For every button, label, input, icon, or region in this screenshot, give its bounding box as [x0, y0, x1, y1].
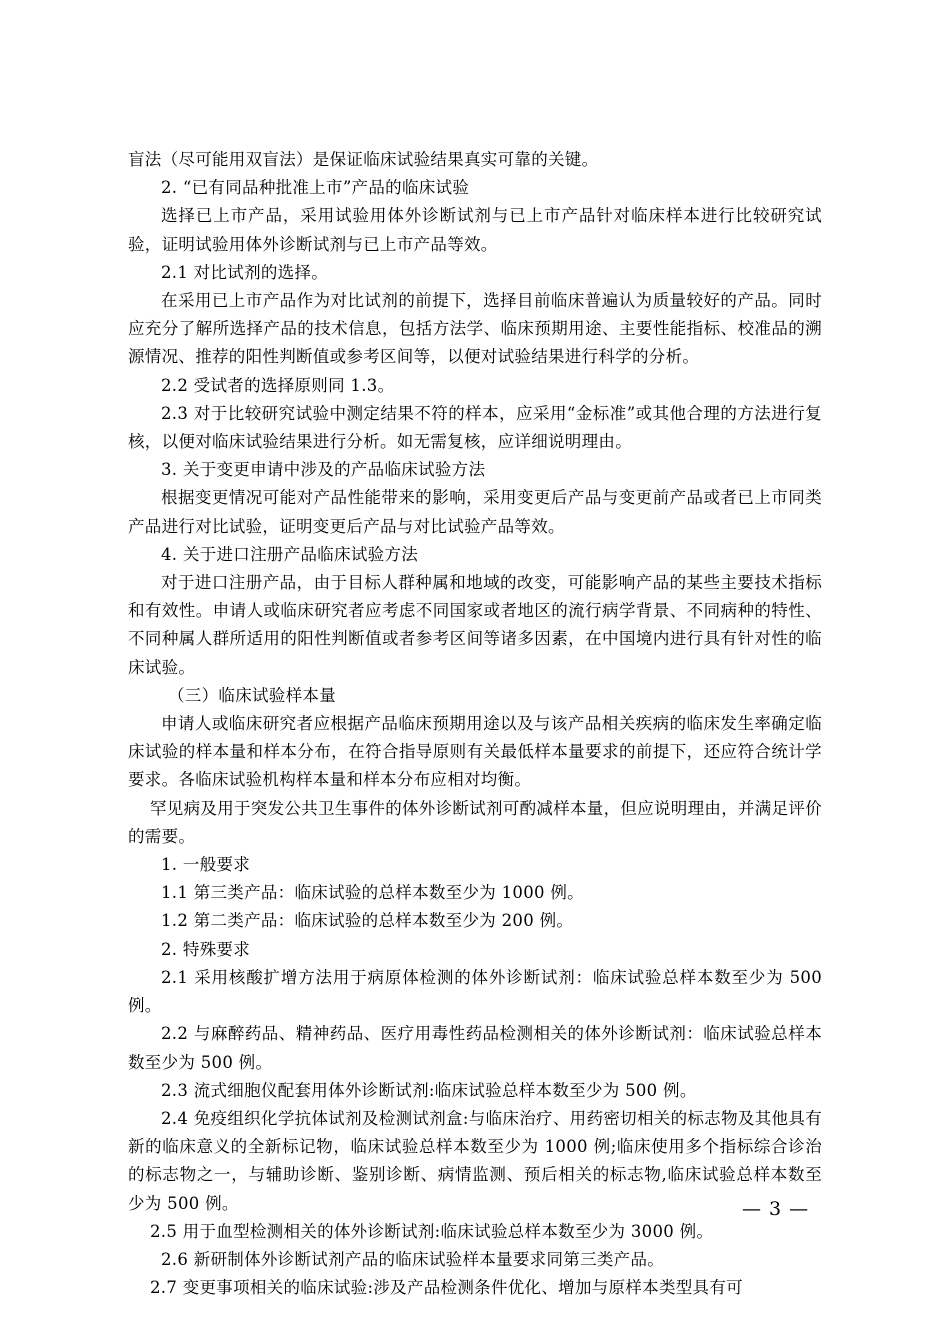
list-item: 2.5 用于血型检测相关的体外诊断试剂:临床试验总样本数至少为 3000 例。	[150, 1221, 714, 1241]
paragraph: 选择已上市产品，采用试验用体外诊断试剂与已上市产品针对临床样本进行比较研究试验，证明试验用体外诊断试剂与已上市产品等效。	[128, 206, 822, 254]
heading-change-application: 3. 关于变更申请中涉及的产品临床试验方法	[161, 460, 486, 480]
list-item: 1.2 第二类产品：临床试验的总样本数至少为 200 例。	[161, 911, 574, 931]
heading-import-registration: 4. 关于进口注册产品临床试验方法	[161, 544, 419, 564]
heading-special-requirements: 2. 特殊要求	[161, 939, 251, 959]
paragraph: 根据变更情况可能对产品性能带来的影响，采用变更后产品与变更前产品或者已上市同类产品进行对比试验，证明变更后产品与对比试验产品等效。	[128, 488, 822, 536]
document-body	[128, 146, 822, 1302]
paragraph: 2.3 对于比较研究试验中测定结果不符的样本，应采用“金标准”或其他合理的方法进行复核，以便对临床试验结果进行分析。如无需复核，应详细说明理由。	[128, 403, 822, 452]
list-item: 1.1 第三类产品：临床试验的总样本数至少为 1000 例。	[161, 883, 584, 903]
paragraph-continuation: 盲法（尽可能用双盲法）是保证临床试验结果真实可靠的关键。	[128, 150, 599, 169]
heading-approved-products: 2. “已有同品种批准上市”产品的临床试验	[161, 178, 470, 198]
paragraph: 对于进口注册产品，由于目标人群种属和地域的改变，可能影响产品的某些主要技术指标和有效性。申请人或临床研究者应考虑不同国家或者地区的流行病学背景、不同病种的特性、不同种属人群所适用的阳性判断值或者参考区间等诸多因素，在中国境内进行具有针对性的临床试验。	[128, 573, 822, 677]
paragraph: 罕见病及用于突发公共卫生事件的体外诊断试剂可酌减样本量，但应说明理由，并满足评价的需要。	[128, 798, 822, 846]
list-item: 2.7 变更事项相关的临床试验:涉及产品检测条件优化、增加与原样本类型具有可	[150, 1278, 743, 1298]
paragraph: 申请人或临床研究者应根据产品临床预期用途以及与该产品相关疾病的临床发生率确定临床试验的样本量和样本分布，在符合指导原则有关最低样本量要求的前提下，还应符合统计学要求。各临床试验机构样本量和样本分布应相对均衡。	[128, 714, 822, 790]
list-item: 2.2 与麻醉药品、精神药品、医疗用毒性药品检测相关的体外诊断试剂：临床试验总样本数至少为 500 例。	[128, 1024, 822, 1072]
list-item: 2.4 免疫组织化学抗体试剂及检测试剂盒:与临床治疗、用药密切相关的标志物及其他具有新的临床意义的全新标记物，临床试验总样本数至少为 1000 例;临床使用多个指标综合诊治的标志物之一，与辅助诊断、鉴别诊断、病情监测、预后相关的标志物,临床试验总样本数至少为 500 例。	[128, 1108, 822, 1213]
paragraph: 2.2 受试者的选择原则同 1.3。	[161, 375, 395, 395]
paragraph: 在采用已上市产品作为对比试剂的前提下，选择目前临床普遍认为质量较好的产品。同时应充分了解所选择产品的技术信息，包括方法学、临床预期用途、主要性能指标、校准品的溯源情况、推荐的阳性判断值或参考区间等，以便对试验结果进行科学的分析。	[128, 291, 822, 367]
section-heading-sample-size: （三）临床试验样本量	[168, 685, 336, 705]
list-item: 2.6 新研制体外诊断试剂产品的临床试验样本量要求同第三类产品。	[161, 1249, 665, 1269]
heading-general-requirements: 1. 一般要求	[161, 855, 251, 875]
list-item: 2.3 流式细胞仪配套用体外诊断试剂:临床试验总样本数至少为 500 例。	[161, 1080, 697, 1100]
subheading: 2.1 对比试剂的选择。	[161, 262, 329, 282]
page-number: — 3 —	[742, 1198, 810, 1220]
list-item: 2.1 采用核酸扩增方法用于病原体检测的体外诊断试剂：临床试验总样本数至少为 500 例。	[128, 967, 822, 1016]
